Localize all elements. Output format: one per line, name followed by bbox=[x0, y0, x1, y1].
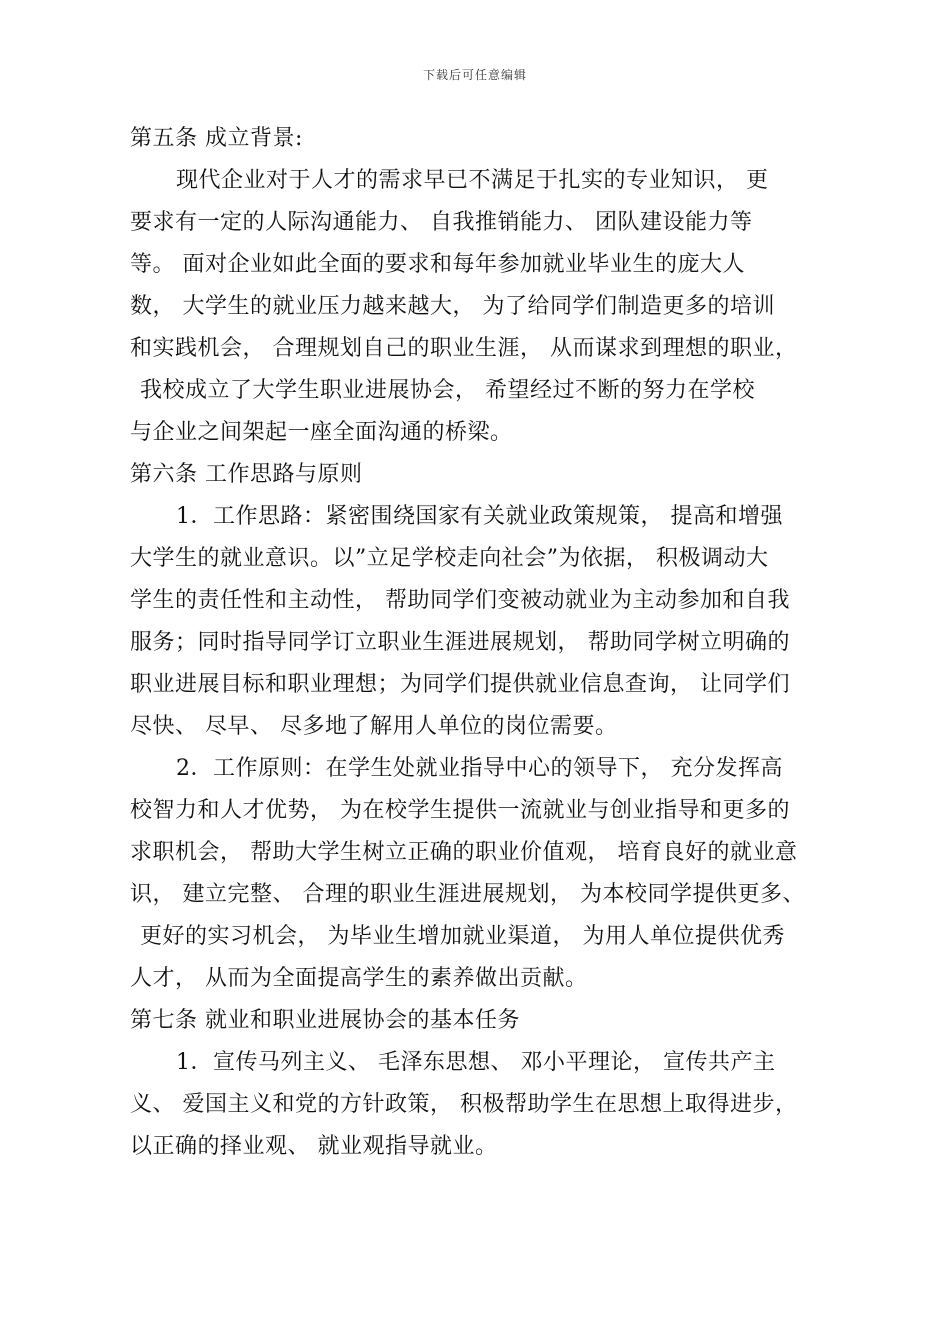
article6-item1-line-1: 1．工作思路：紧密围绕国家有关就业政策规策， 提高和增强 bbox=[176, 504, 783, 529]
article5-line-2: 要求有一定的人际沟通能力、 自我推销能力、 团队建设能力等 bbox=[130, 210, 753, 235]
article6-item1-line-4: 服务；同时指导同学订立职业生涯进展规划， 帮助同学树立明确的 bbox=[130, 630, 790, 655]
article5-line-1: 现代企业对于人才的需求早已不满足于扎实的专业知识， 更 bbox=[176, 168, 769, 193]
article7-item1-line-2: 义、 爱国主义和党的方针政策， 积极帮助学生在思想上取得进步， bbox=[130, 1092, 798, 1117]
article6-item2-line-2: 校智力和人才优势， 为在校学生提供一流就业与创业指导和更多的 bbox=[130, 798, 790, 823]
article5-line-4: 数， 大学生的就业压力越来越大， 为了给同学们制造更多的培训 bbox=[130, 294, 775, 319]
article6-item2-line-6: 人才， 从而为全面提高学生的素养做出贡献。 bbox=[130, 966, 588, 991]
article7-item1-line-3: 以正确的择业观、 就业观指导就业。 bbox=[130, 1134, 498, 1159]
article7-item1-line-1: 1．宣传马列主义、 毛泽东思想、 邓小平理论， 宣传共产主 bbox=[176, 1050, 776, 1075]
article6-item1-line-3: 学生的责任性和主动性， 帮助同学们变被动就业为主动参加和自我 bbox=[130, 588, 790, 613]
article6-item2-line-5: 更好的实习机会， 为毕业生增加就业渠道， 为用人单位提供优秀 bbox=[140, 924, 785, 949]
document-body bbox=[130, 118, 820, 1168]
article6-item2-line-4: 识， 建立完整、 合理的职业生涯进展规划， 为本校同学提供更多、 bbox=[130, 882, 805, 907]
article7-title: 第七条 就业和职业进展协会的基本任务 bbox=[130, 1008, 520, 1033]
article5-line-7: 与企业之间架起一座全面沟通的桥梁。 bbox=[130, 420, 513, 445]
article6-item1-line-6: 尽快、 尽早、 尽多地了解用人单位的岗位需要。 bbox=[130, 714, 618, 739]
article6-item1-line-5: 职业进展目标和职业理想；为同学们提供就业信息查询， 让同学们 bbox=[130, 672, 790, 697]
article5-line-3: 等。 面对企业如此全面的要求和每年参加就业毕业生的庞大人 bbox=[130, 252, 745, 277]
article6-item1-line-2: 大学生的就业意识。以”立足学校走向社会”为依据， 积极调动大 bbox=[130, 546, 769, 571]
article6-item2-line-1: 2．工作原则：在学生处就业指导中心的领导下， 充分发挥高 bbox=[176, 756, 783, 781]
article5-line-5: 和实践机会， 合理规划自己的职业生涯， 从而谋求到理想的职业， bbox=[130, 336, 798, 361]
article6-title: 第六条 工作思路与原则 bbox=[130, 462, 363, 487]
header-note: 下载后可任意编辑 bbox=[422, 68, 527, 82]
article6-item2-line-3: 求职机会， 帮助大学生树立正确的职业价值观， 培育良好的就业意 bbox=[130, 840, 798, 865]
article5-line-6: 我校成立了大学生职业进展协会， 希望经过不断的努力在学校 bbox=[140, 378, 755, 403]
article5-title: 第五条 成立背景: bbox=[130, 126, 303, 151]
